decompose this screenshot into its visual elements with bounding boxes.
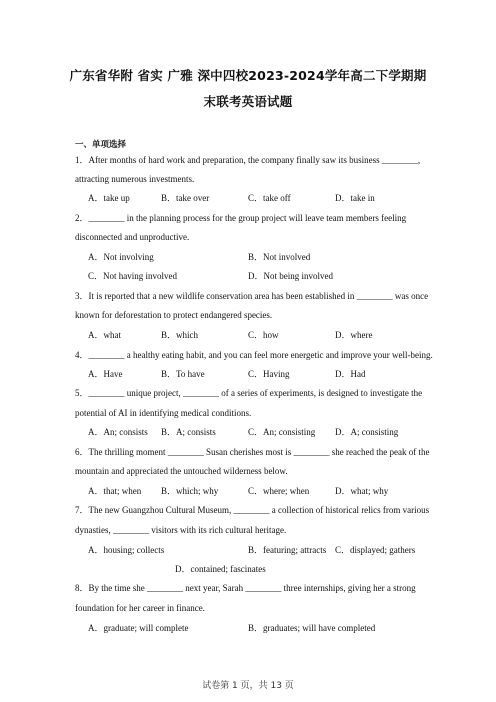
- q5-option-d: D．A; consisting: [335, 427, 399, 437]
- document-title-line-2: 末联考英语试题: [203, 94, 293, 109]
- q4-option-d: D．Had: [335, 369, 366, 379]
- q3-option-b: B．which: [161, 330, 198, 340]
- q8-option-a: A．graduate; will complete: [88, 623, 189, 633]
- q8-line-1: 8．By the time she ________ next year, Sarah ________ three internships, giving her a strong: [75, 583, 416, 593]
- q1-line-2: attracting numerous investments.: [75, 174, 195, 184]
- q3-line-1: 3．It is reported that a new wildlife conservation area has been established in ________ was once: [75, 291, 429, 301]
- q4-line-1: 4．________ a healthy eating habit, and you can feel more energetic and improve your well-being.: [75, 350, 433, 360]
- q3-option-d: D．where: [335, 330, 373, 340]
- q7-option-c: C．displayed; gathers: [335, 545, 416, 555]
- q5-option-c: C．An; consisting: [248, 427, 316, 437]
- q1-option-a: A．take up: [88, 193, 130, 203]
- q5-line-2: potential of AI in identifying medical conditions.: [75, 408, 252, 418]
- q7-option-d: D．contained; fascinates: [175, 564, 266, 574]
- document-title-line-1: 广东省华附 省实 广雅 深中四校2023-2024学年高二下学期期: [69, 68, 427, 83]
- q6-option-c: C．where; when: [248, 486, 310, 496]
- q3-option-c: C．how: [248, 330, 279, 340]
- q2-option-a: A．Not involving: [88, 252, 154, 262]
- q2-line-2: disconnected and unproductive.: [75, 232, 190, 242]
- q5-option-a: A．An; consists: [88, 427, 148, 437]
- q4-option-b: B．To have: [161, 369, 205, 379]
- q5-line-1: 5．________ unique project, ________ of a series of experiments, is designed to investigate the: [75, 388, 423, 398]
- q2-option-c: C．Not having involved: [88, 271, 177, 281]
- q4-option-a: A．Have: [88, 369, 123, 379]
- q6-option-d: D．what; why: [335, 486, 389, 496]
- q6-line-1: 6．The thrilling moment ________ Susan cherishes most is ________ she reached the peak of the: [75, 447, 430, 457]
- q2-option-d: D．Not being involved: [248, 271, 333, 281]
- q3-option-a: A．what: [88, 330, 121, 340]
- q4-option-c: C．Having: [248, 369, 290, 379]
- q6-line-2: mountain and appreciated the untouched wilderness below.: [75, 466, 288, 476]
- q8-option-b: B．graduates; will have completed: [248, 623, 376, 633]
- q7-line-2: dynasties, ________ visitors with its rich cultural heritage.: [75, 525, 287, 535]
- q2-option-b: B．Not involved: [248, 252, 311, 262]
- page-footer: 试卷第 1 页，共 13 页: [202, 681, 294, 691]
- q1-option-c: C．take off: [248, 193, 291, 203]
- q5-option-b: B．A; consists: [161, 427, 216, 437]
- q8-line-2: foundation for her career in finance.: [75, 603, 205, 613]
- q7-option-b: B．featuring; attracts: [248, 545, 327, 555]
- q1-option-d: D．take in: [335, 193, 375, 203]
- q7-option-a: A．housing; collects: [88, 545, 165, 555]
- q3-line-2: known for deforestation to protect endangered species.: [75, 310, 273, 320]
- q6-option-a: A．that; when: [88, 486, 142, 496]
- section-heading: 一、单项选择: [75, 140, 127, 150]
- q2-line-1: 2．________ in the planning process for the group project will leave team members feeling: [75, 213, 407, 223]
- q7-line-1: 7．The new Guangzhou Cultural Museum, ________ a collection of historical relics from various: [75, 505, 430, 515]
- q1-option-b: B．take over: [161, 193, 210, 203]
- q6-option-b: B．which; why: [161, 486, 219, 496]
- q1-line-1: 1．After months of hard work and preparation, the company finally saw its business ________,: [75, 155, 421, 165]
